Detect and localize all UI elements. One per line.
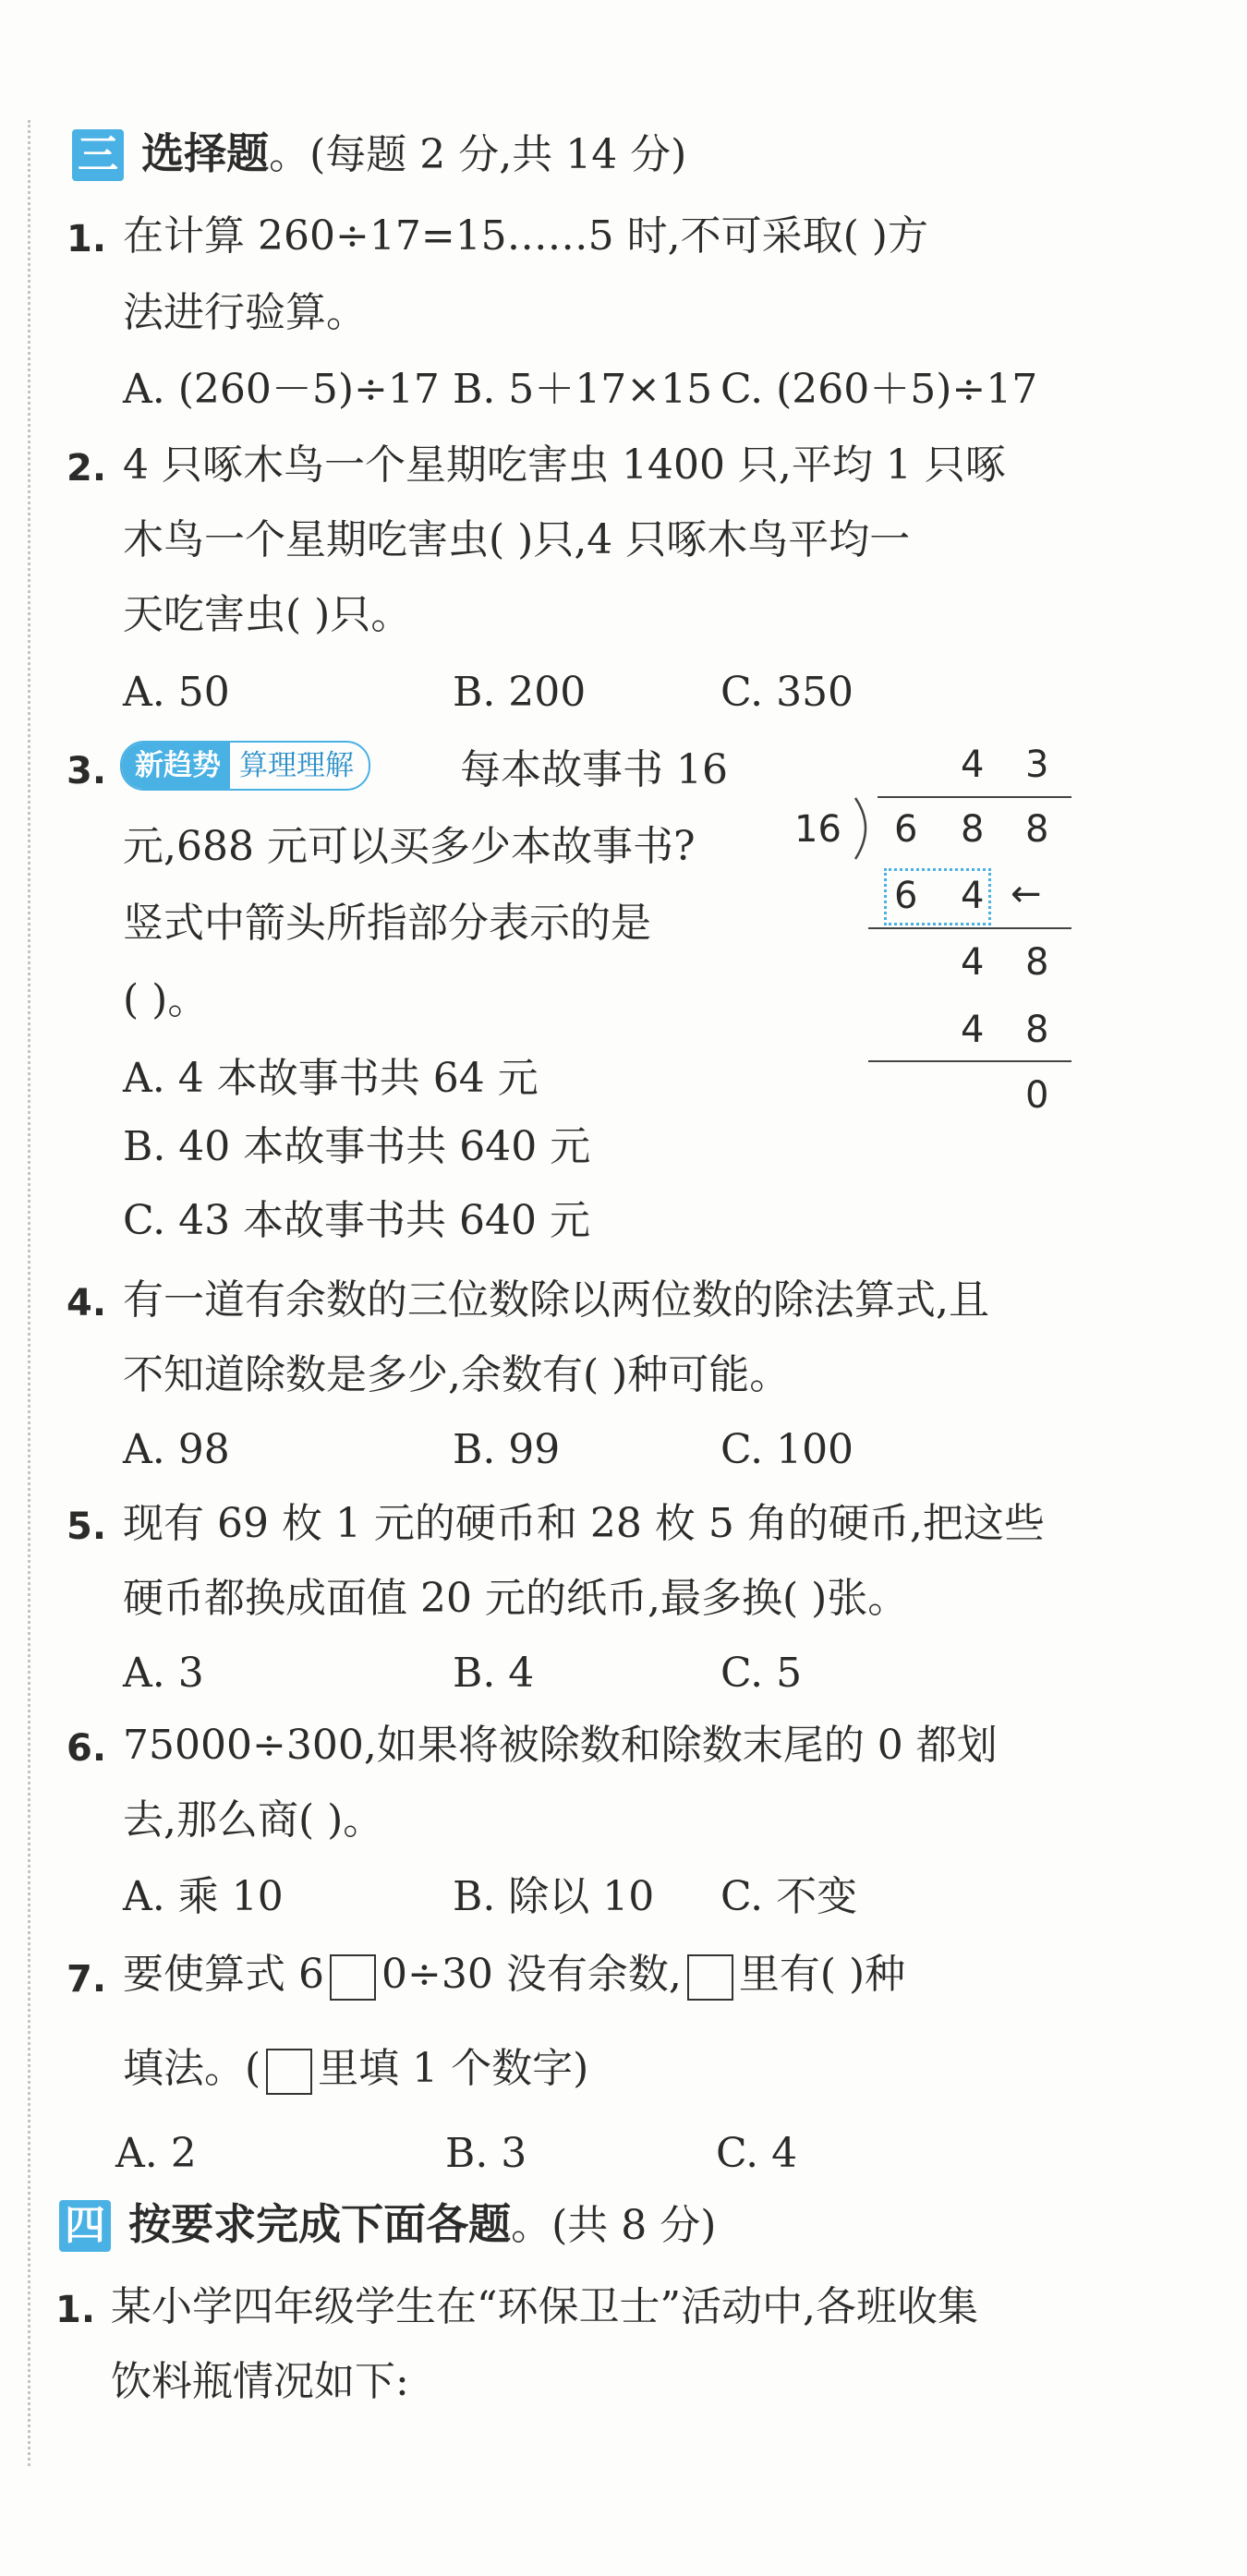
section-3-note: 。(每题 2 分,共 14 分) <box>269 131 687 178</box>
question-text: 在计算 260÷17=15……5 时,不可采取( )方 <box>123 212 928 260</box>
question-text: 现有 69 枚 1 元的硬币和 28 枚 5 角的硬币,把这些 <box>123 1500 1045 1547</box>
margin-dotted-line <box>28 120 30 2466</box>
option-b[interactable]: B. 5＋17×15 <box>453 366 713 413</box>
question-number: 6. <box>67 1727 107 1770</box>
arrow-left-icon: ← <box>1011 873 1042 915</box>
question-text: 元,688 元可以买多少本故事书? <box>123 823 696 870</box>
option-a[interactable]: A. 乘 10 <box>123 1873 284 1920</box>
step-digit: 8 <box>1025 1009 1049 1051</box>
option-b[interactable]: B. 4 <box>453 1650 535 1697</box>
question-text: 饮料瓶情况如下: <box>111 2358 409 2405</box>
quotient-digit: 3 <box>1025 744 1049 786</box>
divisor: 16 <box>794 808 841 851</box>
option-c[interactable]: C. 4 <box>716 2130 798 2177</box>
option-b[interactable]: B. 200 <box>453 669 587 716</box>
option-c[interactable]: C. 43 本故事书共 640 元 <box>123 1197 590 1244</box>
division-bracket <box>852 796 879 861</box>
section-4-note: 。(共 8 分) <box>511 2202 717 2249</box>
section-4-header <box>59 2200 716 2252</box>
dividend-digit: 8 <box>1025 808 1049 851</box>
text: 0÷30 没有余数, <box>381 1951 682 1998</box>
question-text: 去,那么商( )。 <box>123 1796 384 1844</box>
section-4-title: 按要求完成下面各题 <box>128 2199 512 2249</box>
question-text: 4 只啄木鸟一个星期吃害虫 1400 只,平均 1 只啄 <box>123 441 1006 489</box>
option-c[interactable]: C. (260＋5)÷17 <box>720 366 1038 413</box>
question-text: 不知道除数是多少,余数有( )种可能。 <box>123 1351 791 1398</box>
blank-square <box>687 1954 733 2001</box>
step-digit: 8 <box>1025 941 1049 984</box>
question-text <box>123 2041 588 2097</box>
quotient-digit: 4 <box>961 744 985 786</box>
option-a[interactable]: A. (260－5)÷17 <box>123 366 440 413</box>
section-3-title: 选择题 <box>141 128 270 178</box>
dividend-digit: 6 <box>894 808 918 851</box>
question-number: 1. <box>67 218 107 260</box>
option-c[interactable]: C. 350 <box>720 669 854 716</box>
remainder: 0 <box>1025 1074 1049 1117</box>
question-text: 竖式中箭头所指部分表示的是 <box>123 900 651 947</box>
option-b[interactable]: B. 除以 10 <box>453 1873 655 1920</box>
text: 填法。( <box>123 2045 261 2092</box>
new-trend-tag <box>120 741 370 791</box>
dividend-digit: 8 <box>961 808 985 851</box>
option-a[interactable]: A. 4 本故事书共 64 元 <box>123 1055 539 1102</box>
section-3-badge: 三 <box>72 129 124 181</box>
division-bar <box>878 796 1071 798</box>
question-text: 木鸟一个星期吃害虫( )只,4 只啄木鸟平均一 <box>123 516 911 563</box>
blank-square <box>266 2049 312 2095</box>
question-number: 1. <box>55 2289 96 2331</box>
tag-new-trend: 新趋势 <box>122 743 230 789</box>
tag-concept: 算理理解 <box>239 749 354 782</box>
question-text <box>123 1947 905 2002</box>
question-number: 7. <box>67 1958 107 2001</box>
section-3-header <box>72 129 686 181</box>
division-rule <box>868 1060 1071 1062</box>
question-text: 天吃害虫( )只。 <box>123 591 412 638</box>
text: 里填 1 个数字) <box>318 2045 589 2092</box>
question-number: 2. <box>67 447 107 490</box>
section-4-badge: 四 <box>59 2200 111 2252</box>
question-number: 4. <box>67 1282 107 1324</box>
option-a[interactable]: A. 50 <box>123 669 230 716</box>
question-text: 每本故事书 16 <box>460 746 728 793</box>
question-text: 某小学四年级学生在“环保卫士”活动中,各班收集 <box>111 2283 978 2330</box>
option-a[interactable]: A. 3 <box>123 1650 204 1697</box>
option-b[interactable]: B. 99 <box>453 1426 561 1473</box>
option-c[interactable]: C. 不变 <box>720 1873 858 1920</box>
question-text: 有一道有余数的三位数除以两位数的除法算式,且 <box>123 1276 989 1324</box>
question-text: 法进行验算。 <box>123 289 367 336</box>
option-c[interactable]: C. 5 <box>720 1650 803 1697</box>
division-rule <box>868 927 1071 929</box>
step-digit: 4 <box>961 875 985 917</box>
text: 要使算式 6 <box>123 1951 324 1998</box>
step-digit: 4 <box>961 1009 985 1051</box>
text: 里有( )种 <box>738 1951 906 1998</box>
blank-square[interactable] <box>330 1954 376 2001</box>
question-number: 5. <box>67 1506 107 1548</box>
question-number: 3. <box>67 750 107 792</box>
option-a[interactable]: A. 2 <box>115 2130 197 2177</box>
step-digit: 4 <box>961 941 985 984</box>
option-b[interactable]: B. 3 <box>445 2130 527 2177</box>
question-text: ( )。 <box>123 976 209 1023</box>
option-b[interactable]: B. 40 本故事书共 640 元 <box>123 1123 591 1170</box>
step-digit: 6 <box>894 875 918 917</box>
option-a[interactable]: A. 98 <box>123 1426 230 1473</box>
question-text: 75000÷300,如果将被除数和除数末尾的 0 都划 <box>123 1722 998 1769</box>
question-text: 硬币都换成面值 20 元的纸币,最多换( )张。 <box>123 1575 909 1622</box>
option-c[interactable]: C. 100 <box>720 1426 854 1473</box>
